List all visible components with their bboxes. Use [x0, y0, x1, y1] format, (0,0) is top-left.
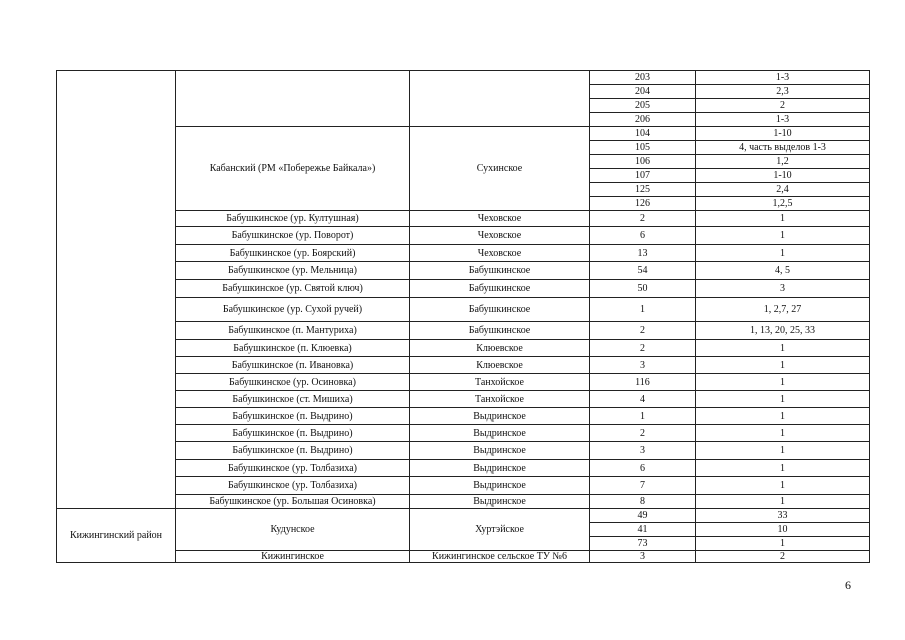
- tu-cell: Бабушкинское (ст. Мишиха): [176, 391, 410, 408]
- kvartal-cell: 2: [590, 211, 696, 227]
- table-row: [57, 280, 870, 298]
- kvartal-cell: 49: [590, 509, 696, 523]
- table-row: [57, 322, 870, 340]
- kvartal-cell: 116: [590, 374, 696, 391]
- tu-cell: Бабушкинское (п. Клюевка): [176, 340, 410, 357]
- vydely-cell: 1: [696, 391, 870, 408]
- tu-cell: Бабушкинское (п. Ивановка): [176, 357, 410, 374]
- kvartal-cell: 2: [590, 340, 696, 357]
- vydely-cell: 1: [696, 477, 870, 495]
- vydely-cell: 1: [696, 460, 870, 477]
- lesnichestvo-cell: Выдринское: [410, 442, 590, 460]
- vydely-cell: 1: [696, 374, 870, 391]
- forest-areas-table: [56, 70, 870, 563]
- vydely-cell: 1: [696, 537, 870, 551]
- tu-cell: Бабушкинское (п. Выдрино): [176, 425, 410, 442]
- vydely-cell: 4, 5: [696, 262, 870, 280]
- table-row: [57, 460, 870, 477]
- vydely-cell: 10: [696, 523, 870, 537]
- tu-cell: Бабушкинское (п. Выдрино): [176, 408, 410, 425]
- lesnichestvo-cell: Выдринское: [410, 495, 590, 509]
- kvartal-cell: 3: [590, 442, 696, 460]
- kvartal-cell: 206: [590, 113, 696, 127]
- tu-cell: Кижингинское: [176, 551, 410, 563]
- lesnichestvo-cell: Бабушкинское: [410, 322, 590, 340]
- kvartal-cell: 3: [590, 357, 696, 374]
- tu-cell: [176, 71, 410, 127]
- kvartal-cell: 7: [590, 477, 696, 495]
- table-row: [57, 127, 870, 141]
- lesnichestvo-cell: Выдринское: [410, 408, 590, 425]
- vydely-cell: 2: [696, 99, 870, 113]
- kvartal-cell: 13: [590, 245, 696, 262]
- vydely-cell: 1,2: [696, 155, 870, 169]
- tu-cell: Бабушкинское (ур. Осиновка): [176, 374, 410, 391]
- table-row: [57, 211, 870, 227]
- vydely-cell: 1, 2,7, 27: [696, 298, 870, 322]
- kvartal-cell: 3: [590, 551, 696, 563]
- kvartal-cell: 205: [590, 99, 696, 113]
- vydely-cell: 3: [696, 280, 870, 298]
- kvartal-cell: 1: [590, 298, 696, 322]
- kvartal-cell: 107: [590, 169, 696, 183]
- lesnichestvo-cell: Хуртэйское: [410, 509, 590, 551]
- table-row: [57, 374, 870, 391]
- table-row: [57, 425, 870, 442]
- lesnichestvo-cell: Чеховское: [410, 245, 590, 262]
- kvartal-cell: 4: [590, 391, 696, 408]
- district-cell: Кижингинский район: [57, 509, 176, 563]
- lesnichestvo-cell: Танхойское: [410, 391, 590, 408]
- vydely-cell: 1: [696, 357, 870, 374]
- lesnichestvo-cell: Выдринское: [410, 425, 590, 442]
- vydely-cell: 1, 13, 20, 25, 33: [696, 322, 870, 340]
- lesnichestvo-cell: Бабушкинское: [410, 298, 590, 322]
- vydely-cell: 1: [696, 245, 870, 262]
- tu-cell: Кудунское: [176, 509, 410, 551]
- tu-cell: Бабушкинское (п. Мантуриха): [176, 322, 410, 340]
- vydely-cell: 33: [696, 509, 870, 523]
- vydely-cell: 1: [696, 227, 870, 245]
- table-row: [57, 551, 870, 563]
- vydely-cell: 1-3: [696, 71, 870, 85]
- vydely-cell: 4, часть выделов 1-3: [696, 141, 870, 155]
- kvartal-cell: 54: [590, 262, 696, 280]
- vydely-cell: 2: [696, 551, 870, 563]
- kvartal-cell: 1: [590, 408, 696, 425]
- vydely-cell: 1-10: [696, 169, 870, 183]
- kvartal-cell: 204: [590, 85, 696, 99]
- table-row: [57, 509, 870, 523]
- page-number: 6: [845, 578, 851, 592]
- lesnichestvo-cell: Выдринское: [410, 460, 590, 477]
- lesnichestvo-cell: Выдринское: [410, 477, 590, 495]
- kvartal-cell: 105: [590, 141, 696, 155]
- tu-cell: Бабушкинское (ур. Толбазиха): [176, 460, 410, 477]
- lesnichestvo-cell: Клюевское: [410, 340, 590, 357]
- tu-cell: Бабушкинское (ур. Мельница): [176, 262, 410, 280]
- tu-cell: Бабушкинское (ур. Боярский): [176, 245, 410, 262]
- vydely-cell: 1: [696, 408, 870, 425]
- vydely-cell: 2,3: [696, 85, 870, 99]
- lesnichestvo-cell: Бабушкинское: [410, 280, 590, 298]
- kvartal-cell: 106: [590, 155, 696, 169]
- lesnichestvo-cell: Сухинское: [410, 127, 590, 211]
- district-cell: [57, 71, 176, 509]
- kvartal-cell: 6: [590, 227, 696, 245]
- tu-cell: Бабушкинское (ур. Поворот): [176, 227, 410, 245]
- kvartal-cell: 104: [590, 127, 696, 141]
- kvartal-cell: 6: [590, 460, 696, 477]
- kvartal-cell: 73: [590, 537, 696, 551]
- vydely-cell: 1: [696, 442, 870, 460]
- kvartal-cell: 50: [590, 280, 696, 298]
- kvartal-cell: 125: [590, 183, 696, 197]
- tu-cell: Бабушкинское (ур. Култушная): [176, 211, 410, 227]
- vydely-cell: 1: [696, 495, 870, 509]
- lesnichestvo-cell: [410, 71, 590, 127]
- kvartal-cell: 2: [590, 322, 696, 340]
- table-row: [57, 262, 870, 280]
- vydely-cell: 1: [696, 425, 870, 442]
- kvartal-cell: 126: [590, 197, 696, 211]
- table-row: [57, 298, 870, 322]
- lesnichestvo-cell: Бабушкинское: [410, 262, 590, 280]
- tu-cell: Бабушкинское (ур. Большая Осиновка): [176, 495, 410, 509]
- table-row: [57, 245, 870, 262]
- table-row: [57, 442, 870, 460]
- vydely-cell: 2,4: [696, 183, 870, 197]
- table-row: [57, 340, 870, 357]
- kvartal-cell: 8: [590, 495, 696, 509]
- lesnichestvo-cell: Чеховское: [410, 227, 590, 245]
- kvartal-cell: 41: [590, 523, 696, 537]
- tu-cell: Бабушкинское (ур. Сухой ручей): [176, 298, 410, 322]
- lesnichestvo-cell: Танхойское: [410, 374, 590, 391]
- table-row: [57, 71, 870, 85]
- vydely-cell: 1-10: [696, 127, 870, 141]
- table-row: [57, 357, 870, 374]
- kvartal-cell: 203: [590, 71, 696, 85]
- table-row: [57, 391, 870, 408]
- table-row: [57, 408, 870, 425]
- vydely-cell: 1: [696, 211, 870, 227]
- table-row: [57, 227, 870, 245]
- vydely-cell: 1: [696, 340, 870, 357]
- vydely-cell: 1,2,5: [696, 197, 870, 211]
- kvartal-cell: 2: [590, 425, 696, 442]
- lesnichestvo-cell: Кижингинское сельское ТУ №6: [410, 551, 590, 563]
- vydely-cell: 1-3: [696, 113, 870, 127]
- lesnichestvo-cell: Клюевское: [410, 357, 590, 374]
- tu-cell: Бабушкинское (ур. Толбазиха): [176, 477, 410, 495]
- table-row: [57, 477, 870, 495]
- tu-cell: Кабанский (РМ «Побережье Байкала»): [176, 127, 410, 211]
- table-row: [57, 495, 870, 509]
- tu-cell: Бабушкинское (ур. Святой ключ): [176, 280, 410, 298]
- lesnichestvo-cell: Чеховское: [410, 211, 590, 227]
- tu-cell: Бабушкинское (п. Выдрино): [176, 442, 410, 460]
